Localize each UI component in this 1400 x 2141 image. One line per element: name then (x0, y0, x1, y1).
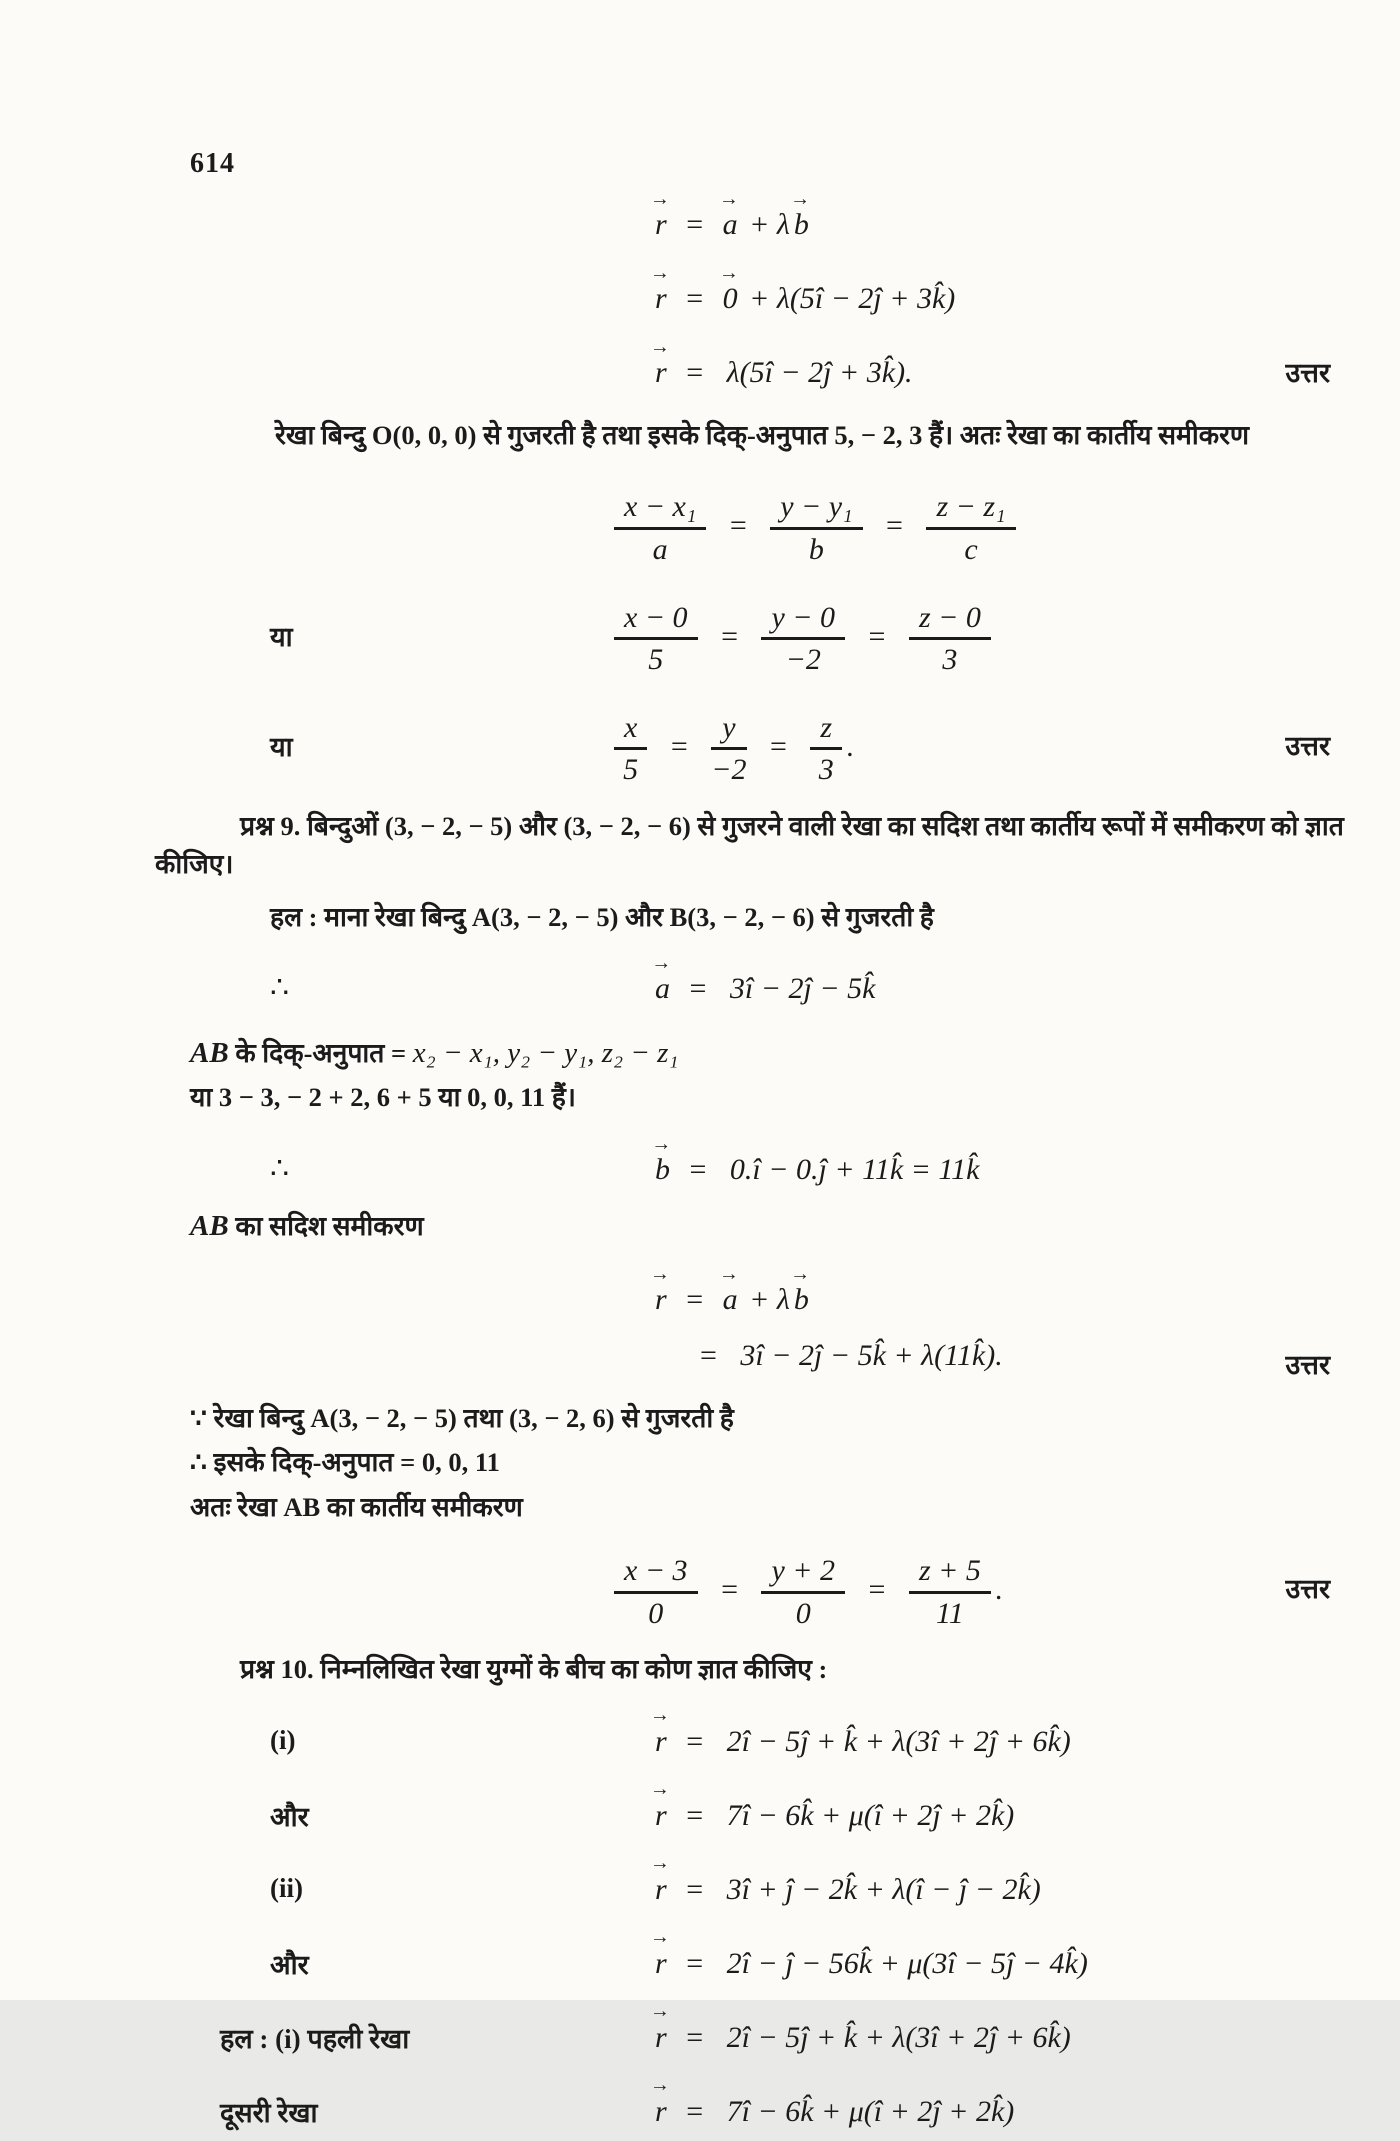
vector-arrow: → (719, 187, 739, 210)
equals-sign: = (868, 619, 886, 653)
hindi-text: के दिक्-अनुपात = (235, 1038, 407, 1069)
equation (610, 490, 1390, 566)
answer-label: उत्तर (1285, 731, 1330, 762)
and-label: और (270, 1949, 309, 1980)
answer-label: उत्तर (1285, 1349, 1330, 1380)
equation (650, 1926, 1390, 1982)
vector-b (651, 1132, 672, 1188)
or-label: या (270, 731, 293, 762)
equation-row-cartesian-general (190, 468, 1390, 572)
item-i-label: (i) (270, 1724, 296, 1755)
vector-r (650, 2074, 670, 2130)
vector-r (650, 1852, 670, 1908)
equation-row-vector-form-2 (190, 1261, 1390, 1329)
equation-row-cartesian-simple (190, 689, 1390, 793)
vector-arrow: → (651, 952, 672, 975)
equation (650, 187, 1390, 243)
hence-cartesian-line: अतः रेखा AB का कार्तीय समीकरण (190, 1491, 523, 1522)
answer-label: उत्तर (1285, 358, 1330, 389)
denominator: 5 (648, 643, 664, 677)
expression: 3î − 2ĵ − 5k̂ + λ(11k̂). (740, 1338, 1003, 1372)
equation-row-substituted (190, 260, 1390, 328)
equation-row-q10-ii-first (190, 1851, 1390, 1919)
denominator: −2 (785, 643, 821, 677)
equals-sign: = (686, 2094, 704, 2128)
vector-arrow: → (650, 1704, 670, 1727)
equals-sign: = (686, 1724, 704, 1758)
equation-row-result (190, 334, 1390, 402)
vector-b (790, 1262, 811, 1318)
page-content (155, 0, 1390, 2141)
solution-body: माना रेखा बिन्दु A(3, − 2, − 5) और B(3, − 2, − 6) से गुजरती है (324, 901, 934, 932)
vector-base: r (655, 1798, 667, 1832)
answer-label: उत्तर (1285, 1574, 1330, 1605)
fraction (614, 711, 647, 787)
equation (651, 1132, 1390, 1188)
because-line: ∵ रेखा बिन्दु A(3, − 2, − 5) तथा (3, − 2, 6) से गुजरती है (190, 1402, 734, 1433)
numerator: y − y₁ (770, 490, 862, 530)
equals-sign: = (686, 1798, 704, 1832)
equals-sign: = (686, 282, 704, 315)
denominator: 3 (818, 753, 834, 787)
equals-sign: = (686, 1946, 704, 1980)
fraction (711, 711, 746, 787)
equals-sign: = (686, 1872, 704, 1906)
equation (650, 1704, 1390, 1760)
second-line-label: दूसरी रेखा (220, 2097, 318, 2128)
fraction (614, 1554, 698, 1630)
numerator: z (810, 711, 842, 751)
equals-sign: = (729, 509, 747, 543)
equation (650, 2074, 1390, 2130)
therefore-symbol: ∴ (270, 1152, 290, 1186)
vector-base: a (722, 1282, 738, 1316)
ratio-values-line: या 3 − 3, − 2 + 2, 6 + 5 या 0, 0, 11 हैं। (190, 1082, 576, 1113)
denominator: 5 (623, 753, 639, 787)
equals-sign: = (686, 356, 704, 389)
vector-base: r (655, 1724, 667, 1758)
vector-arrow: → (651, 1132, 672, 1155)
vector-base: r (655, 1872, 667, 1906)
expression: λ(5î − 2ĵ + 3k̂). (726, 356, 913, 389)
vector-base: r (655, 2094, 667, 2128)
numerator: z + 5 (909, 1554, 991, 1594)
fraction (761, 601, 845, 677)
numerator: x (614, 711, 647, 751)
expression: + λ(5î − 2ĵ + 3k̂) (749, 282, 956, 315)
period: . (846, 729, 854, 763)
vector-base: 0 (722, 282, 738, 315)
denominator: a (652, 533, 668, 567)
equals-sign: = (689, 972, 707, 1006)
numerator: y − 0 (761, 601, 845, 641)
ab-italic: AB (190, 1209, 229, 1242)
equation-row-sol10-first-line (190, 1999, 1390, 2067)
vector-r (650, 1704, 670, 1760)
solution-9-line (190, 898, 1390, 936)
equals-sign: = (670, 729, 688, 763)
equation (650, 335, 1390, 391)
vector-base: r (655, 1946, 667, 1980)
vector-base: b (793, 208, 809, 241)
numerator: x − 3 (614, 1554, 698, 1594)
equation (610, 601, 1390, 677)
solution-10-label: हल : (i) पहली रेखा (220, 2023, 410, 2054)
equals-sign: = (700, 1338, 717, 1372)
fraction (770, 490, 862, 566)
equation (650, 1778, 1390, 1834)
equation-row-b-vector (190, 1131, 1390, 1199)
equals-sign: = (686, 208, 704, 241)
equals-sign: = (868, 1573, 886, 1607)
equation (650, 261, 1390, 317)
numerator: y + 2 (761, 1554, 845, 1594)
equation-row-vector-form (190, 186, 1390, 254)
vector-a (651, 952, 672, 1007)
ab-italic: AB (190, 1037, 229, 1070)
vector-r (650, 187, 670, 243)
vector-arrow: → (650, 1778, 670, 1801)
expression: 3î + ĵ − 2k̂ + λ(î − ĵ − 2k̂) (726, 1872, 1041, 1906)
vector-arrow: → (650, 2000, 670, 2023)
vector-arrow: → (719, 261, 739, 284)
paragraph-cartesian-intro: रेखा बिन्दु O(0, 0, 0) से गुजरती है तथा इसके दिक्-अनुपात 5, − 2, 3 हैं। अतः रेखा का कार्तीय समीकरण (275, 420, 1250, 450)
vector-r (650, 1926, 670, 1982)
vector-r (650, 261, 670, 317)
equation (650, 2000, 1390, 2056)
equals-sign: = (689, 1152, 707, 1186)
solution-prefix: हल : (270, 901, 318, 932)
vector-r (650, 1262, 670, 1318)
page-number: 614 (190, 148, 235, 179)
numerator: y (711, 711, 746, 751)
denominator: b (808, 533, 824, 567)
expression: 3î − 2ĵ − 5k̂ (729, 972, 876, 1006)
equation (650, 1262, 1390, 1318)
or-label: या (270, 621, 293, 652)
denominator: −2 (711, 753, 747, 787)
equation-row-q10-i-second (190, 1777, 1390, 1845)
equals-sign: = (770, 729, 787, 763)
item-ii-label: (ii) (270, 1872, 303, 1903)
equation (651, 952, 1390, 1007)
equals-sign: = (721, 619, 738, 653)
expression: 2î − 5ĵ + k̂ + λ(3î + 2ĵ + 6k̂) (726, 2020, 1071, 2054)
question-10: प्रश्न 10. निम्नलिखित रेखा युग्मों के बीच का कोण ज्ञात कीजिए : (240, 1654, 828, 1685)
vector-a (719, 1262, 739, 1318)
fraction (926, 490, 1015, 566)
operator: + λ (749, 208, 790, 241)
vector-arrow: → (719, 1262, 739, 1285)
equals-sign: = (686, 1282, 704, 1316)
vector-r (650, 335, 670, 391)
vector-base: r (655, 356, 667, 389)
vector-base: r (655, 208, 667, 241)
vector-base: b (793, 1282, 809, 1316)
equals-sign: = (721, 1573, 738, 1607)
expression: 2î − ĵ − 56k̂ + μ(3î − 5ĵ − 4k̂) (726, 1946, 1088, 1980)
equals-sign: = (686, 2020, 704, 2054)
fraction (909, 601, 991, 677)
vector-arrow: → (650, 335, 670, 358)
fraction (909, 1554, 991, 1630)
denominator: c (964, 533, 978, 567)
vector-b (790, 187, 811, 243)
fraction (614, 490, 706, 566)
equation (610, 711, 1390, 787)
equation-row-q10-i-first (190, 1703, 1390, 1771)
numerator: x − x₁ (614, 490, 706, 530)
numerator: z − z₁ (926, 490, 1015, 530)
period: . (994, 1573, 1003, 1607)
therefore-ratio-line: ∴ इसके दिक्-अनुपात = 0, 0, 11 (190, 1447, 500, 1478)
denominator: 0 (795, 1596, 811, 1630)
expression: 7î − 6k̂ + μ(î + 2ĵ + 2k̂) (726, 1798, 1015, 1832)
vector-arrow: → (790, 1262, 811, 1285)
operator: + λ (749, 1282, 790, 1316)
equation (650, 1852, 1390, 1908)
equals-sign: = (886, 509, 903, 543)
vector-arrow: → (790, 187, 811, 210)
fraction (761, 1554, 845, 1630)
question-9: प्रश्न 9. बिन्दुओं (3, − 2, − 5) और (3, − 2, − 6) से गुजरने वाली रेखा का सदिश तथा कार्तीय रूपों में समीकरण को ज्ञात कीजिए। (155, 810, 1344, 880)
therefore-symbol: ∴ (270, 971, 290, 1005)
vector-arrow: → (650, 2074, 670, 2097)
equation-row-sol10-second-line (190, 2073, 1390, 2141)
numerator: x − 0 (614, 601, 698, 641)
vector-a (719, 187, 739, 243)
and-label: और (270, 1801, 309, 1832)
vector-arrow: → (650, 1852, 670, 1875)
vector-base: r (655, 282, 667, 315)
denominator: 3 (942, 643, 958, 677)
vector-base: r (655, 1282, 667, 1316)
vector-base: a (655, 972, 670, 1006)
direction-ratio-line (190, 1032, 1390, 1074)
denominator: 11 (936, 1596, 964, 1630)
equation-row-a-vector (190, 950, 1390, 1018)
vector-arrow: → (650, 1262, 670, 1285)
vector-base: a (722, 208, 738, 241)
vector-r (650, 1778, 670, 1834)
numerator: z − 0 (909, 601, 991, 641)
vector-r (650, 2000, 670, 2056)
expression: 0.î − 0.ĵ + 11k̂ = 11k̂ (729, 1152, 980, 1186)
hindi-text: का सदिश समीकरण (235, 1210, 424, 1241)
denominator: 0 (648, 1596, 664, 1630)
vector-arrow: → (650, 261, 670, 284)
equation-row-cartesian-ab (190, 1532, 1390, 1636)
fraction (810, 711, 842, 787)
vector-arrow: → (650, 1926, 670, 1949)
fraction (614, 601, 698, 677)
equation-row-expanded (190, 1335, 1390, 1385)
vector-zero (719, 261, 739, 317)
ab-vector-equation-line (190, 1205, 1390, 1247)
vector-arrow: → (650, 187, 670, 210)
equation-row-q10-ii-second (190, 1925, 1390, 1993)
expression: 2î − 5ĵ + k̂ + λ(3î + 2ĵ + 6k̂) (726, 1724, 1071, 1758)
expression: 7î − 6k̂ + μ(î + 2ĵ + 2k̂) (726, 2094, 1015, 2128)
vector-base: b (655, 1152, 670, 1186)
equation-row-cartesian-zero (190, 579, 1390, 683)
vector-base: r (655, 2020, 667, 2054)
equation (610, 1554, 1390, 1630)
math-text: x₂ − x₁, y₂ − y₁, z₂ − z₁ (412, 1037, 679, 1070)
